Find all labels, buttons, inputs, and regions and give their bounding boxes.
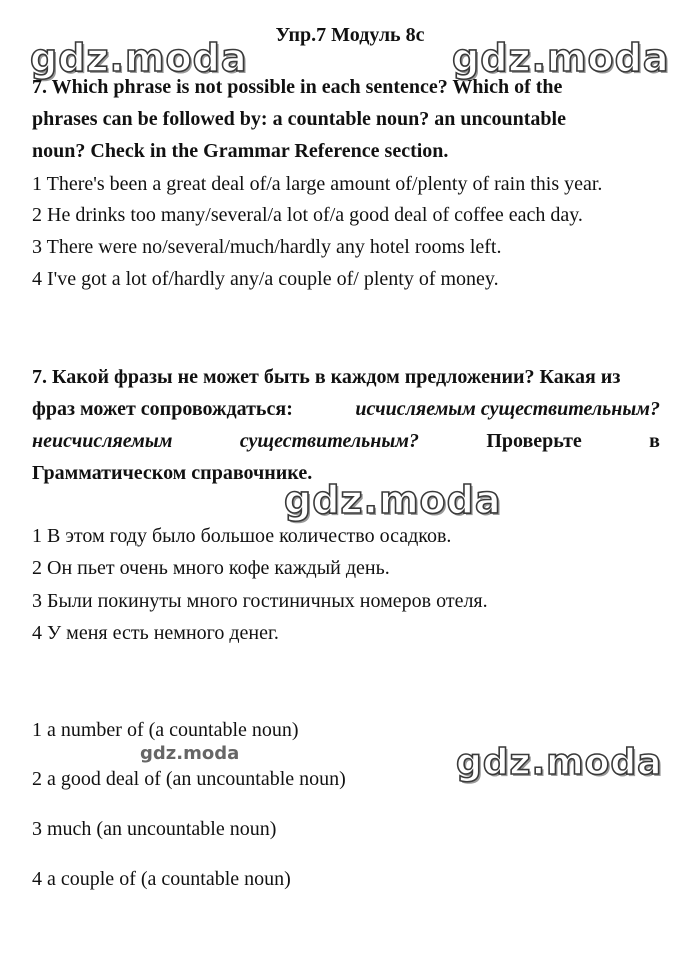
- english-instruction-line-1: 7. Which phrase is not possible in each sentence? Which of the: [32, 76, 563, 98]
- russian-instruction-line-4: Грамматическом справочнике.: [32, 462, 313, 484]
- russian-sentence-1: 1 В этом году было большое количество осадков.: [32, 525, 452, 547]
- russian-instruction-line-1: 7. Какой фразы не может быть в каждом предложении? Какая из: [32, 366, 621, 388]
- russian-instruction-line-3: [32, 430, 660, 453]
- watermark-logo-top-left: gdz.moda: [30, 36, 248, 80]
- english-instruction-line-2: phrases can be followed by: a countable noun? an uncountable: [32, 108, 566, 130]
- russian-sentence-3: 3 Были покинуты много гостиничных номеров отеля.: [32, 590, 488, 612]
- answer-3: 3 much (an uncountable noun): [32, 818, 277, 840]
- watermark-logo-middle: gdz.moda: [284, 478, 502, 522]
- english-sentence-3: 3 There were no/several/much/hardly any hotel rooms left.: [32, 236, 502, 258]
- english-instruction-line-3: noun? Check in the Grammar Reference section.: [32, 140, 449, 162]
- russian-instruction-bold-part: фраз может сопровождаться:: [32, 398, 293, 420]
- russian-instruction-line-2: [32, 398, 660, 421]
- russian-instruction-italic-word-2: существительным?: [239, 430, 419, 452]
- russian-instruction-bold-word-2: в: [649, 430, 660, 452]
- russian-instruction-italic-part: исчисляемым существительным?: [355, 398, 660, 420]
- english-sentence-4: 4 I've got a lot of/hardly any/a couple of/ plenty of money.: [32, 268, 499, 290]
- page-title: Упр.7 Модуль 8c: [275, 24, 425, 46]
- answer-4: 4 a couple of (a countable noun): [32, 868, 291, 890]
- russian-sentence-4: 4 У меня есть немного денег.: [32, 622, 279, 644]
- answer-2: 2 a good deal of (an uncountable noun): [32, 768, 346, 790]
- watermark-logo-bottom-right: gdz.moda: [456, 742, 663, 783]
- answer-1: 1 a number of (a countable noun): [32, 719, 299, 741]
- russian-instruction-italic-word-1: неисчисляемым: [32, 430, 173, 452]
- watermark-logo-top-right: gdz.moda: [452, 36, 670, 80]
- english-sentence-1: 1 There's been a great deal of/a large amount of/plenty of rain this year.: [32, 173, 603, 195]
- russian-sentence-2: 2 Он пьет очень много кофе каждый день.: [32, 557, 390, 579]
- english-sentence-2: 2 He drinks too many/several/a lot of/a good deal of coffee each day.: [32, 204, 583, 226]
- watermark-logo-small: gdz.moda: [140, 743, 240, 764]
- russian-instruction-bold-word-1: Проверьте: [486, 430, 582, 452]
